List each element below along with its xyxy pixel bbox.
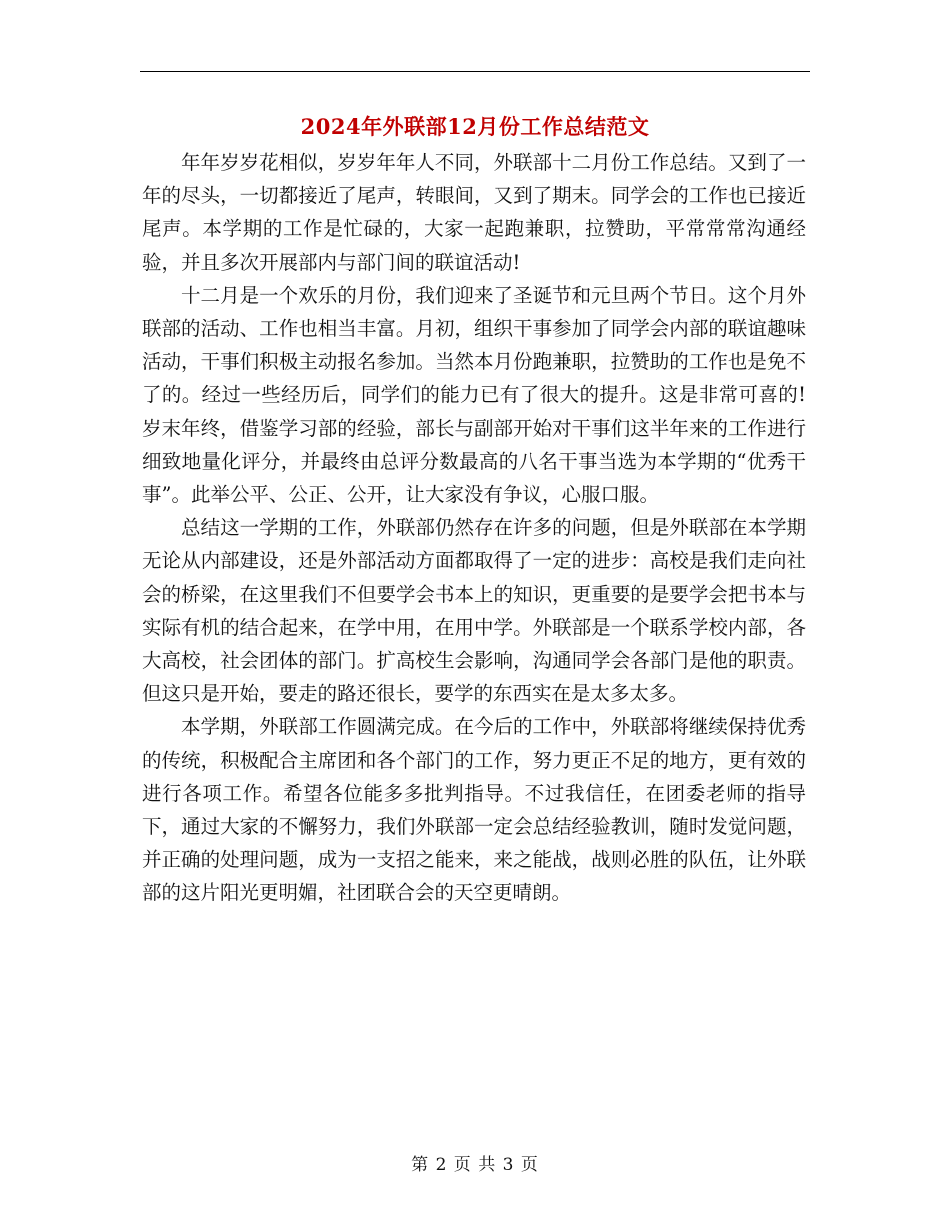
page-number-footer: 第 2 页 共 3 页 [411, 1155, 539, 1175]
paragraph-3: 总结这一学期的工作，外联部仍然存在许多的问题，但是外联部在本学期无论从内部建设，还是外部活动方面都取得了一定的进步：高校是我们走向社会的桥梁，在这里我们不但要学会书本上的知识，更重要的是要学会把书本与实际有机的结合起来，在学中用，在用中学。外联部是一个联系学校内部，各大高校，社会团体的部门。扩高校生会影响，沟通同学会各部门是他的职责。但这只是开始，要走的路还很长，要学的东西实在是太多太多。 [142, 516, 806, 706]
header-rule [140, 71, 810, 72]
paragraph-4: 本学期，外联部工作圆满完成。在今后的工作中，外联部将继续保持优秀的传统，积极配合主席团和各个部门的工作，努力更正不足的地方，更有效的进行各项工作。希望各位能多多批判指导。不过我信任，在团委老师的指导下，通过大家的不懈努力，我们外联部一定会总结经验教训，随时发觉问题，并正确的处理问题，成为一支招之能来，来之能战，战则必胜的队伍，让外联部的这片阳光更明媚，社团联合会的天空更晴朗。 [142, 715, 806, 905]
paragraph-2: 十二月是一个欢乐的月份，我们迎来了圣诞节和元旦两个节日。这个月外联部的活动、工作也相当丰富。月初，组织干事参加了同学会内部的联谊趣味活动，干事们积极主动报名参加。当然本月份跑兼职，拉赞助的工作也是免不了的。经过一些经历后，同学们的能力已有了很大的提升。这是非常可喜的!岁末年终，借鉴学习部的经验，部长与副部开始对干事们这半年来的工作进行细致地量化评分，并最终由总评分数最高的八名干事当选为本学期的“优秀干事”。此举公平、公正、公开，让大家没有争议，心服口服。 [142, 283, 806, 507]
document-title: 2024年外联部12月份工作总结范文 [300, 114, 650, 139]
paragraph-1: 年年岁岁花相似，岁岁年年人不同，外联部十二月份工作总结。又到了一年的尽头，一切都接近了尾声，转眼间，又到了期末。同学会的工作也已接近尾声。本学期的工作是忙碌的，大家一起跑兼职，拉赞助，平常常常沟通经验，并且多次开展部内与部门间的联谊活动! [142, 151, 806, 274]
document-body [142, 146, 806, 910]
